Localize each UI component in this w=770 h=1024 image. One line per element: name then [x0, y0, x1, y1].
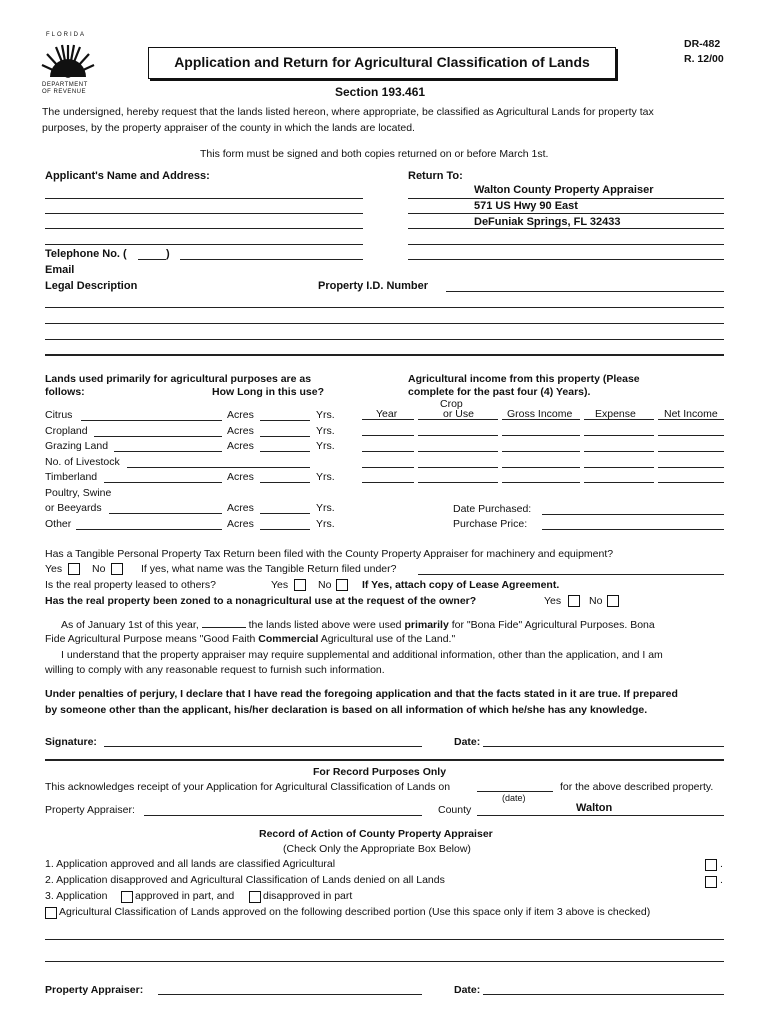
signature-label: Signature: [45, 736, 97, 748]
income-cell-input[interactable] [502, 482, 580, 483]
action-item-2-checkbox[interactable] [705, 876, 717, 888]
income-cell-input[interactable] [502, 451, 580, 452]
return-line-3 [408, 228, 724, 229]
livestock-count-input[interactable] [127, 467, 310, 468]
q1-followup-label: If yes, what name was the Tangible Return filed under? [141, 563, 397, 575]
portion-approved-checkbox[interactable] [45, 907, 57, 919]
q1-yes-checkbox[interactable] [68, 563, 80, 575]
bona-fide-text-e: Fide Agricultural Purpose means "Good Faith [45, 633, 256, 645]
q1-no-label: No [92, 563, 106, 575]
col-crop-header-2: or Use [443, 408, 474, 420]
record-divider [45, 759, 724, 761]
action-item-1-checkbox[interactable] [705, 859, 717, 871]
income-cell-input[interactable] [418, 467, 498, 468]
legal-description-label: Legal Description [45, 280, 138, 292]
land-row-acres-label: Acres [227, 440, 254, 452]
county-label: County [438, 804, 472, 816]
telephone-label: Telephone No. ( [45, 248, 127, 260]
action-heading: Record of Action of County Property Appraiser [259, 828, 493, 840]
land-row-years-input[interactable] [260, 451, 310, 452]
bona-fide-text-d: for "Bona Fide" Agricultural Purposes. Bona [451, 619, 655, 631]
income-cell-input[interactable] [658, 451, 724, 452]
portion-line-1[interactable] [45, 939, 724, 940]
purchase-price-label: Purchase Price: [453, 518, 528, 530]
legal-description-line-2[interactable] [45, 323, 724, 324]
land-row-acres-label: Acres [227, 518, 254, 530]
understand-line-1: I understand that the property appraiser may require supplemental and additional information, other than the application, and I am [61, 649, 663, 661]
income-cell-input[interactable] [584, 435, 654, 436]
applicant-line-1[interactable] [45, 198, 363, 199]
bona-fide-line-2 [45, 633, 455, 645]
footer-appraiser-input[interactable] [158, 994, 422, 995]
income-cell-input[interactable] [502, 467, 580, 468]
land-row-yrs-label: Yrs. [316, 440, 335, 452]
q1-yes-label: Yes [45, 563, 63, 575]
land-row-acres-label: Acres [227, 502, 254, 514]
acknowledgement-text-b: for the above described property. [560, 781, 714, 793]
land-row-label: Cropland [45, 425, 88, 437]
income-cell-input[interactable] [362, 451, 414, 452]
perjury-line-2: by someone other than the applicant, his/her declaration is based on all information of which he/she has any knowledge. [45, 704, 648, 716]
bona-fide-primarily: primarily [404, 619, 449, 631]
approved-in-part-checkbox[interactable] [121, 891, 133, 903]
land-row-acres-input[interactable] [81, 420, 222, 421]
q3-no-checkbox[interactable] [607, 595, 619, 607]
bona-fide-commercial: Commercial [258, 633, 319, 645]
signature-date-input[interactable] [483, 746, 724, 747]
year-input[interactable] [202, 618, 246, 628]
land-row-yrs-label: Yrs. [316, 471, 335, 483]
bona-fide-text-f: Agricultural use of the Land." [320, 633, 456, 645]
portion-line-2[interactable] [45, 961, 724, 962]
question-leased: Is the real property leased to others? [45, 579, 217, 591]
income-cell-input[interactable] [584, 451, 654, 452]
return-line-2 [408, 213, 724, 214]
logo-bottom-text-1: DEPARTMENT [42, 82, 88, 88]
col-gross-header: Gross Income [507, 408, 573, 420]
legal-description-line-1[interactable] [45, 307, 724, 308]
income-cell-input[interactable] [362, 435, 414, 436]
income-cell-input[interactable] [418, 435, 498, 436]
lands-heading-1: Lands used primarily for agricultural purposes are as [45, 373, 312, 385]
land-row-label: Other [45, 518, 72, 530]
return-address-line-2: 571 US Hwy 90 East [474, 200, 578, 212]
footer-appraiser-label: Property Appraiser: [45, 984, 144, 996]
land-row-acres-input[interactable] [114, 451, 222, 452]
income-cell-input[interactable] [658, 482, 724, 483]
return-line-4 [408, 244, 724, 245]
land-row-acres-input[interactable] [104, 482, 222, 483]
q1-no-checkbox[interactable] [111, 563, 123, 575]
acknowledgement-text-a: This acknowledges receipt of your Application for Agricultural Classification of Lands on [45, 781, 451, 793]
action-item-2: 2. Application disapproved and Agricultural Classification of Lands denied on all Lands [45, 874, 445, 886]
question-zoned: Has the real property been zoned to a nonagricultural use at the request of the owner? [45, 595, 477, 607]
logo-top-text: FLORIDA [46, 32, 87, 38]
purchase-price-input[interactable] [542, 529, 724, 530]
land-row-years-input[interactable] [260, 420, 310, 421]
perjury-line-1: Under penalties of perjury, I declare that I have read the foregoing application and that the facts stated in it are true. If prepared [45, 688, 678, 700]
understand-line-2: willing to comply with any reasonable request to furnish such information. [45, 664, 385, 676]
q2-yes-label: Yes [271, 579, 289, 591]
applicant-name-label: Applicant's Name and Address: [45, 170, 210, 182]
logo-bottom-text-2: OF REVENUE [42, 89, 87, 95]
land-row-yrs-label: Yrs. [316, 425, 335, 437]
receipt-date-input[interactable] [477, 791, 553, 792]
income-cell-input[interactable] [584, 482, 654, 483]
record-heading: For Record Purposes Only [313, 766, 447, 778]
applicant-line-3[interactable] [45, 228, 363, 229]
income-cell-input[interactable] [658, 435, 724, 436]
footer-date-input[interactable] [483, 994, 724, 995]
income-cell-input[interactable] [418, 451, 498, 452]
land-row-acres-label: Acres [227, 425, 254, 437]
land-row-yrs-label: Yrs. [316, 409, 335, 421]
q3-yes-label: Yes [544, 595, 562, 607]
signature-input[interactable] [104, 746, 422, 747]
return-to-label: Return To: [408, 170, 463, 182]
date-purchased-input[interactable] [542, 514, 724, 515]
land-row-years-input[interactable] [260, 513, 310, 514]
return-line-5 [408, 259, 724, 260]
signature-date-label: Date: [454, 736, 481, 748]
form-number: DR-482 [684, 38, 721, 50]
income-cell-input[interactable] [584, 467, 654, 468]
date-caption: (date) [502, 793, 526, 803]
return-address-line-1: Walton County Property Appraiser [474, 184, 654, 196]
action-item-1-dot: . [720, 858, 723, 870]
dor-logo [40, 32, 96, 96]
disapproved-in-part-checkbox[interactable] [249, 891, 261, 903]
legal-description-line-3[interactable] [45, 339, 724, 340]
section-heading: Section 193.461 [335, 85, 426, 99]
portion-approved-label: Agricultural Classification of Lands approved on the following described portion (Use this space only if item 3 above is checked) [59, 906, 651, 918]
income-heading-2: complete for the past four (4) Years). [408, 386, 591, 398]
lease-agreement-note: If Yes, attach copy of Lease Agreement. [362, 579, 560, 591]
col-year-header: Year [376, 408, 398, 420]
disapproved-in-part-label: disapproved in part [263, 890, 353, 902]
income-cell-input[interactable] [584, 419, 654, 420]
how-long-heading: How Long in this use? [212, 386, 324, 398]
page-title: Application and Return for Agricultural Classification of Lands [174, 54, 590, 70]
income-cell-input[interactable] [362, 482, 414, 483]
action-item-2-dot: . [720, 874, 723, 886]
land-row-label: No. of Livestock [45, 456, 120, 468]
form-revision: R. 12/00 [684, 53, 724, 65]
land-row-label: Poultry, Swine [45, 487, 112, 499]
intro-line-1: The undersigned, hereby request that the lands listed hereon, where appropriate, be classified as Agricultural Lands for property tax [42, 106, 654, 118]
income-cell-input[interactable] [362, 467, 414, 468]
county-value: Walton [576, 802, 613, 814]
intro-line-2: purposes, by the property appraiser of the county in which the lands are located. [42, 122, 415, 134]
land-row-label: Citrus [45, 409, 73, 421]
applicant-line-4[interactable] [45, 244, 363, 245]
income-cell-input[interactable] [502, 435, 580, 436]
deadline-note: This form must be signed and both copies returned on or before March 1st. [200, 148, 549, 160]
land-row-label: Timberland [45, 471, 98, 483]
footer-date-label: Date: [454, 984, 481, 996]
q2-no-label: No [318, 579, 332, 591]
return-address-line-3: DeFuniak Springs, FL 32433 [474, 216, 621, 228]
land-row-yrs-label: Yrs. [316, 518, 335, 530]
legal-description-line-4[interactable] [45, 354, 724, 356]
land-row-years-input[interactable] [260, 529, 310, 530]
income-cell-input[interactable] [658, 467, 724, 468]
action-item-1: 1. Application approved and all lands are classified Agricultural [45, 858, 336, 870]
land-row-years-input[interactable] [260, 482, 310, 483]
land-row-acres-input[interactable] [109, 513, 222, 514]
income-cell-input[interactable] [362, 419, 414, 420]
date-purchased-label: Date Purchased: [453, 503, 532, 515]
property-id-input[interactable] [446, 291, 724, 292]
applicant-line-2[interactable] [45, 213, 363, 214]
income-cell-input[interactable] [658, 419, 724, 420]
telephone-input[interactable] [180, 259, 363, 260]
county-input[interactable] [477, 815, 724, 816]
col-expense-header: Expense [595, 408, 636, 420]
q2-yes-checkbox[interactable] [294, 579, 306, 591]
bona-fide-line-1 [61, 618, 655, 631]
action-subheading: (Check Only the Appropriate Box Below) [283, 843, 471, 855]
bona-fide-text-b: the lands listed above were used [248, 619, 402, 631]
income-cell-input[interactable] [418, 482, 498, 483]
q3-yes-checkbox[interactable] [568, 595, 580, 607]
q2-no-checkbox[interactable] [336, 579, 348, 591]
land-row-acres-input[interactable] [94, 436, 222, 437]
col-crop-header-1: Crop [440, 398, 463, 410]
telephone-paren-close: ) [166, 248, 170, 260]
return-line-1 [408, 198, 724, 199]
sunburst-icon [40, 41, 96, 81]
action-item-3-prefix: 3. Application [45, 890, 108, 902]
bona-fide-text-a: As of January 1st of this year, [61, 619, 199, 631]
telephone-area-code-input[interactable] [138, 259, 166, 260]
title-box [148, 47, 616, 79]
lands-heading-2: follows: [45, 386, 85, 398]
question-tangible-return: Has a Tangible Personal Property Tax Return been filed with the County Property Appraiser for machinery and equipment? [45, 548, 614, 560]
income-cell-input[interactable] [502, 419, 580, 420]
property-id-label: Property I.D. Number [318, 280, 429, 292]
col-net-header: Net Income [664, 408, 718, 420]
email-label: Email [45, 264, 75, 276]
q3-no-label: No [589, 595, 603, 607]
record-appraiser-input[interactable] [144, 815, 422, 816]
record-appraiser-label: Property Appraiser: [45, 804, 135, 816]
land-row-acres-label: Acres [227, 471, 254, 483]
land-row-years-input[interactable] [260, 436, 310, 437]
land-row-label: or Beeyards [45, 502, 102, 514]
income-heading-1: Agricultural income from this property (Please [408, 373, 640, 385]
income-cell-input[interactable] [418, 419, 498, 420]
land-row-label: Grazing Land [45, 440, 109, 452]
land-row-yrs-label: Yrs. [316, 502, 335, 514]
land-row-acres-label: Acres [227, 409, 254, 421]
land-row-acres-input[interactable] [76, 529, 222, 530]
approved-in-part-label: approved in part, and [135, 890, 235, 902]
tangible-return-name-input[interactable] [418, 574, 724, 575]
